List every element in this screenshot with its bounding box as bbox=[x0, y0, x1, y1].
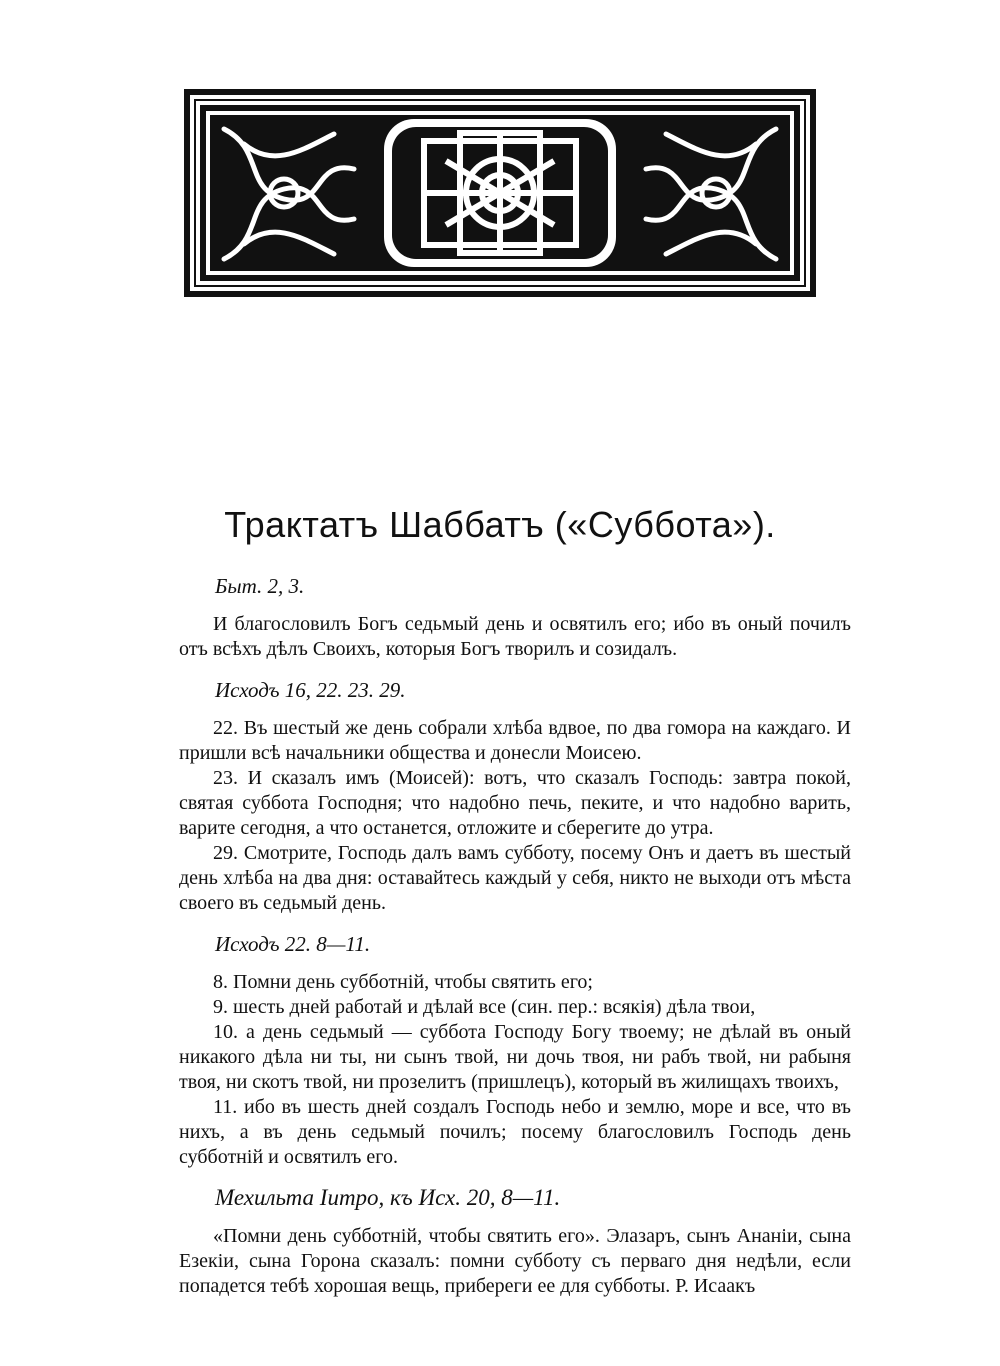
header-ornament bbox=[184, 89, 816, 297]
section-ref: Мехильта Iитро, къ Исх. 20, 8—11. bbox=[215, 1185, 561, 1210]
paragraph: 8. Помни день субботній, чтобы святить его; bbox=[213, 971, 593, 993]
ornament-icon bbox=[184, 89, 816, 297]
paragraph: 23. И сказалъ имъ (Моисей): вотъ, что сказалъ Господь: завтра покой, святая суббота Господня; что надобно печь, пеките, и что надобно варить, варите сегодня, а что останется, отложите и сберегите до утра. bbox=[179, 767, 851, 839]
paragraph: 22. Въ шестый же день собрали хлѣба вдвое, по два гомора на каждаго. И пришли всѣ начальники общества и донесли Моисею. bbox=[179, 717, 851, 764]
section-ref: Быт. 2, 3. bbox=[215, 574, 305, 598]
paragraph: И благословилъ Богъ седьмый день и освятилъ его; ибо въ оный почилъ отъ всѣхъ дѣлъ Своихъ, которыя Богъ творилъ и созидалъ. bbox=[179, 613, 851, 660]
paragraph: 9. шесть дней работай и дѣлай все (син. пер.: всякія) дѣла твои, bbox=[213, 996, 756, 1018]
section-ref: Исходъ 22. 8—11. bbox=[215, 932, 371, 956]
paragraph: 11. ибо въ шесть дней создалъ Господь небо и землю, море и все, что въ нихъ, а въ день седьмый почилъ; посему благословилъ Господь день субботній и освятилъ его. bbox=[179, 1096, 851, 1168]
document-body bbox=[179, 568, 851, 1299]
paragraph: 29. Смотрите, Господь далъ вамъ субботу, посему Онъ и даетъ въ шестый день хлѣба на два дня: оставайтесь каждый у себя, никто не выходи отъ мѣста своего въ седьмый день. bbox=[179, 842, 851, 914]
paragraph: «Помни день субботній, чтобы святить его». Элазаръ, сынъ Ананіи, сына Езекіи, сына Горона сказалъ: помни субботу съ перваго дня недѣли, если попадется тебѣ хорошая вещь, прибереги ее для субботы. Р. Исаакъ bbox=[179, 1225, 851, 1297]
page-title: Трактатъ Шаббатъ («Суббота»). bbox=[224, 504, 776, 545]
paragraph: 10. а день седьмый — суббота Господу Богу твоему; не дѣлай въ оный никакого дѣла ни ты, ни сынъ твой, ни дочь твоя, ни рабъ твой, ни рабыня твоя, ни скотъ твой, ни прозелитъ (пришлецъ), который въ жилищахъ твоихъ, bbox=[179, 1021, 851, 1093]
section-ref: Исходъ 16, 22. 23. 29. bbox=[215, 678, 406, 702]
